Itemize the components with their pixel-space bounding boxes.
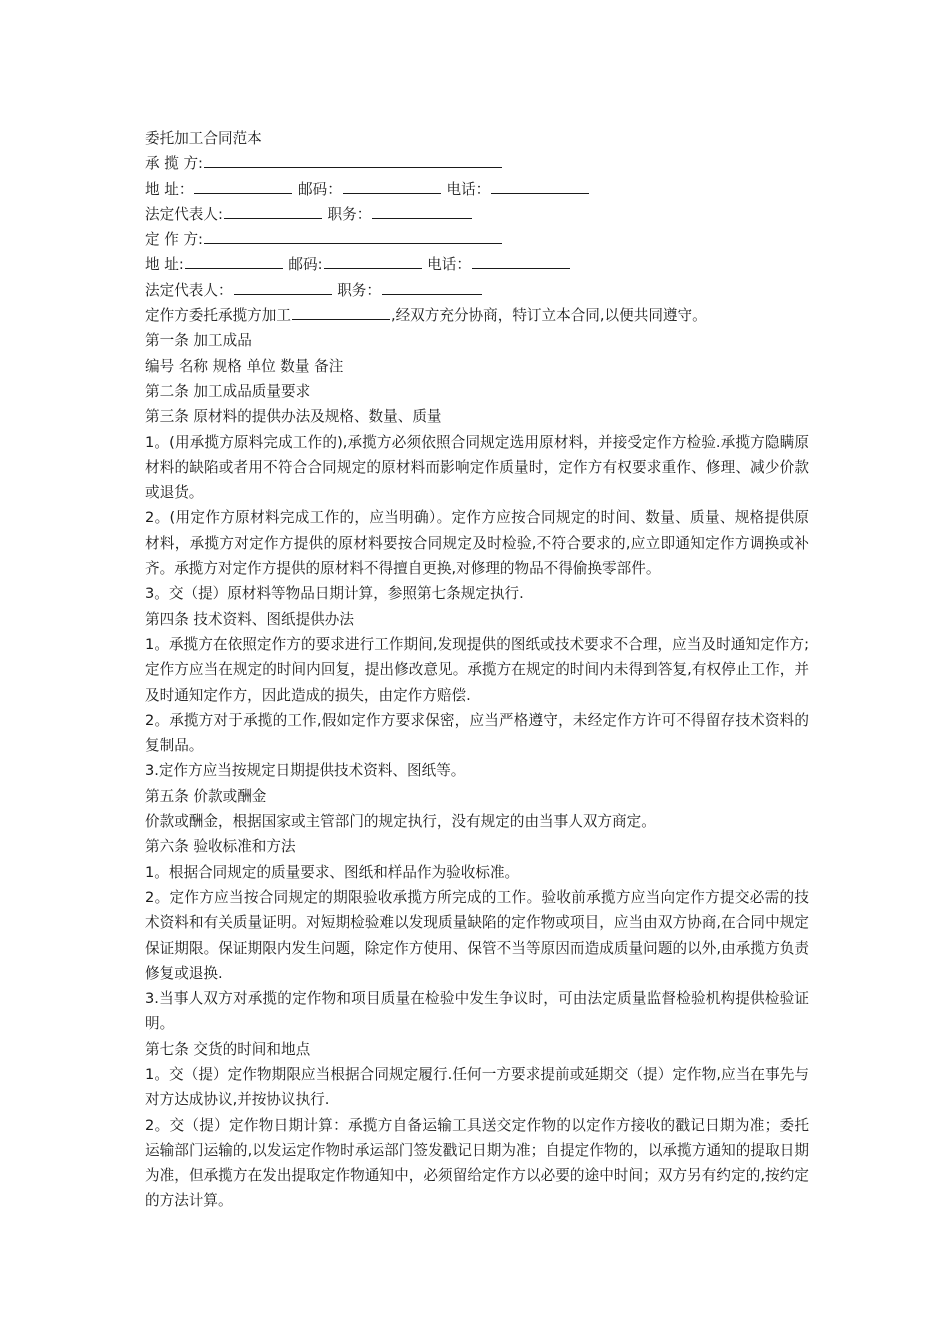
clause-paragraph: 1。承揽方在依照定作方的要求进行工作期间,发现提供的图纸或技术要求不合理，应当及时通知定作方;定作方应当在规定的时间内回复，提出修改意见。承揽方在规定的时间内未得到答复,有权停止工作，并及时通知定作方，因此造成的损失，由定作方赔偿. xyxy=(145,635,809,704)
contractor-address-label: 地 址： xyxy=(145,180,194,198)
orderer-postcode-blank xyxy=(324,252,422,269)
orderer-rep-label: 法定代表人： xyxy=(145,281,233,299)
clause-paragraph: 价款或酬金，根据国家或主管部门的规定执行，没有规定的由当事人双方商定。 xyxy=(145,813,656,831)
intro-product-blank xyxy=(292,303,390,320)
orderer-rep-line xyxy=(145,278,809,303)
orderer-name-label: 定 作 方: xyxy=(145,231,203,249)
contractor-position-blank xyxy=(372,202,472,219)
orderer-rep-blank xyxy=(234,278,332,295)
orderer-address-label: 地 址: xyxy=(145,256,184,274)
orderer-position-blank xyxy=(382,278,482,295)
orderer-phone-blank xyxy=(472,252,570,269)
article-heading: 第一条 加工成品 xyxy=(145,332,252,350)
contractor-address-line xyxy=(145,177,809,202)
clause-paragraph: 3。交（提）原材料等物品日期计算，参照第七条规定执行. xyxy=(145,585,524,603)
article-heading: 第六条 验收标准和方法 xyxy=(145,838,296,856)
orderer-postcode-label: 邮码: xyxy=(283,256,323,274)
clause-paragraph: 2。定作方应当按合同规定的期限验收承揽方所完成的工作。验收前承揽方应当向定作方提交必需的技术资料和有关质量证明。对短期检验难以发现质量缺陷的定作物或项目，应当由双方协商,在合同中规定保证期限。保证期限内发生问题，除定作方使用、保管不当等原因而造成质量问题的以外,由承揽方负责修复或退换. xyxy=(145,888,809,982)
article-heading: 第二条 加工成品质量要求 xyxy=(145,382,311,400)
orderer-address-blank xyxy=(185,252,283,269)
intro-line xyxy=(145,303,809,328)
document-title: 委托加工合同范本 xyxy=(145,130,262,147)
contractor-rep-line xyxy=(145,202,809,227)
clause-paragraph: 1。根据合同规定的质量要求、图纸和样品作为验收标准。 xyxy=(145,863,520,881)
orderer-name-line xyxy=(145,227,809,252)
contract-page xyxy=(145,126,809,1214)
orderer-position-label: 职务： xyxy=(332,281,381,299)
clause-paragraph: 3.当事人双方对承揽的定作物和项目质量在检验中发生争议时，可由法定质量监督检验机构提供检验证明。 xyxy=(145,990,809,1033)
orderer-name-blank xyxy=(204,227,502,244)
intro-after: ,经双方充分协商，特订立本合同,以便共同遵守。 xyxy=(390,307,707,325)
clause-paragraph: 1。(用承揽方原料完成工作的),承揽方必须依照合同规定选用原材料，并接受定作方检验.承揽方隐瞒原材料的缺陷或者用不符合合同规定的原材料而影响定作质量时，定作方有权要求重作、修理、减少价款或退货。 xyxy=(145,433,809,502)
orderer-phone-label: 电话： xyxy=(422,256,471,274)
clause-paragraph: 1。交（提）定作物期限应当根据合同规定履行.任何一方要求提前或延期交（提）定作物,应当在事先与对方达成协议,并按协议执行. xyxy=(145,1065,809,1109)
contractor-name-label: 承 揽 方: xyxy=(145,155,203,173)
article-heading: 第五条 价款或酬金 xyxy=(145,787,267,805)
contractor-name-line xyxy=(145,151,809,176)
contractor-rep-label: 法定代表人: xyxy=(145,205,223,223)
contractor-rep-blank xyxy=(224,202,322,219)
contractor-phone-blank xyxy=(491,177,589,194)
clause-paragraph: 2。交（提）定作物日期计算：承揽方自备运输工具送交定作物的以定作方接收的戳记日期为准；委托运输部门运输的,以发运定作物时承运部门签发戳记日期为准；自提定作物的，以承揽方通知的提取日期为准，但承揽方在发出提取定作物通知中，必须留给定作方以必要的途中时间；双方另有约定的,按约定的方法计算。 xyxy=(145,1116,809,1210)
article-heading: 第七条 交货的时间和地点 xyxy=(145,1040,311,1058)
contractor-name-blank xyxy=(204,151,502,168)
contractor-postcode-blank xyxy=(343,177,441,194)
intro-before: 定作方委托承揽方加工 xyxy=(145,307,291,325)
contractor-address-blank xyxy=(194,177,292,194)
article-heading: 第三条 原材料的提供办法及规格、数量、质量 xyxy=(145,408,442,426)
contractor-position-label: 职务： xyxy=(322,205,372,223)
contractor-postcode-label: 邮码： xyxy=(293,180,342,198)
clause-paragraph: 2。(用定作方原材料完成工作的，应当明确）。定作方应按合同规定的时间、数量、质量、规格提供原材料，承揽方对定作方提供的原材料要按合同规定及时检验,不符合要求的,应立即通知定作方调换或补齐。承揽方对定作方提供的原材料不得擅自更换,对修理的物品不得偷换零部件。 xyxy=(145,509,809,578)
clause-paragraph: 3.定作方应当按规定日期提供技术资料、图纸等。 xyxy=(145,762,466,780)
table-header-line: 编号 名称 规格 单位 数量 备注 xyxy=(145,357,344,375)
orderer-address-line xyxy=(145,252,809,277)
clause-paragraph: 2。承揽方对于承揽的工作,假如定作方要求保密，应当严格遵守，未经定作方许可不得留存技术资料的复制品。 xyxy=(145,711,809,755)
contractor-phone-label: 电话： xyxy=(441,180,491,198)
article-heading: 第四条 技术资料、图纸提供办法 xyxy=(145,610,354,628)
